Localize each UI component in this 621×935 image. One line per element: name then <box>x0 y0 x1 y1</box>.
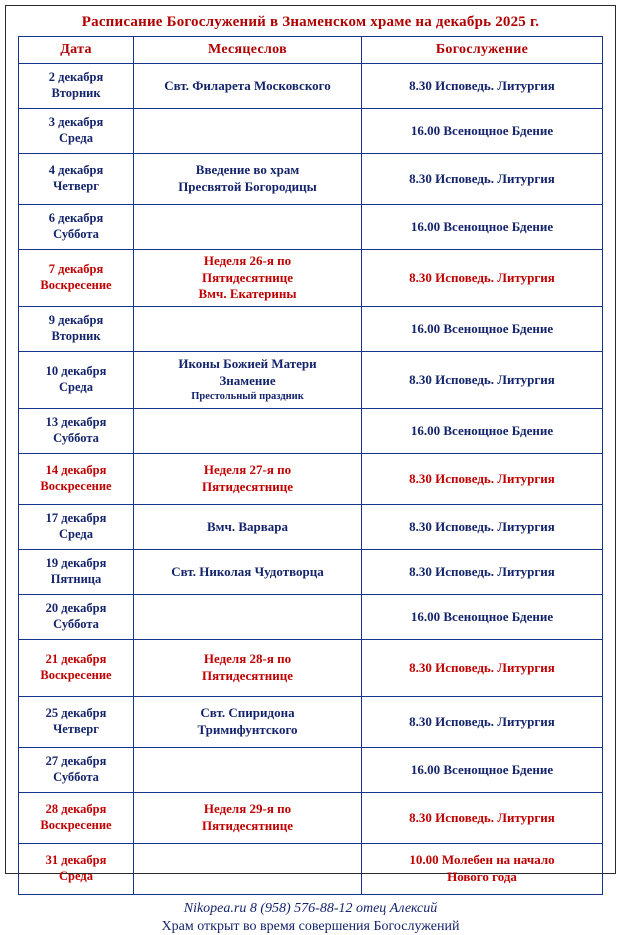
service-line: 16.00 Всенощное Бдение <box>410 320 554 336</box>
cell-menologion <box>134 64 362 109</box>
cell-menologion <box>134 250 362 307</box>
cell-date <box>19 307 134 352</box>
cell-date <box>19 793 134 844</box>
service-line: 16.00 Всенощное Бдение <box>410 422 554 438</box>
cell-service <box>362 595 603 640</box>
service-line: 8.30 Исповедь. Литургия <box>409 371 555 387</box>
date-day: 27 декабря <box>45 754 107 769</box>
cell-menologion <box>134 205 362 250</box>
cell-service <box>362 409 603 454</box>
date-day: 6 декабря <box>48 211 104 226</box>
table-row <box>19 64 603 109</box>
service-line: 8.30 Исповедь. Литургия <box>409 269 555 285</box>
cell-service <box>362 250 603 307</box>
cell-menologion <box>134 307 362 352</box>
date-day: 4 декабря <box>48 163 104 178</box>
cell-service <box>362 205 603 250</box>
menologion-line: Неделя 28-я по <box>203 651 292 667</box>
cell-service <box>362 505 603 550</box>
table-row <box>19 748 603 793</box>
service-line: 8.30 Исповедь. Литургия <box>409 77 555 93</box>
menologion-line: Иконы Божией Матери <box>178 356 317 372</box>
menologion-line: Пятидесятнице <box>202 668 293 683</box>
table-row <box>19 109 603 154</box>
service-line: 16.00 Всенощное Бдение <box>410 218 554 234</box>
date-weekday: Среда <box>59 131 93 145</box>
cell-date <box>19 748 134 793</box>
cell-menologion <box>134 409 362 454</box>
date-day: 2 декабря <box>48 70 104 85</box>
date-weekday: Суббота <box>53 431 99 445</box>
menologion-line: Неделя 26-я по <box>203 252 292 268</box>
footer-contact: Nikopea.ru 8 (958) 576-88-12 отец Алексий <box>183 901 438 916</box>
date-weekday: Суббота <box>53 770 99 784</box>
date-day: 25 декабря <box>45 706 107 721</box>
cell-date <box>19 154 134 205</box>
menologion-line: Вмч. Варвара <box>206 518 288 534</box>
date-day: 14 декабря <box>45 463 107 478</box>
cell-menologion <box>134 748 362 793</box>
cell-date <box>19 505 134 550</box>
date-weekday: Среда <box>59 527 93 541</box>
menologion-note: Престольный праздник <box>191 391 304 403</box>
date-day: 13 декабря <box>45 415 107 430</box>
cell-date <box>19 109 134 154</box>
table-row <box>19 697 603 748</box>
table-row <box>19 793 603 844</box>
menologion-line: Тримифунтского <box>197 722 298 737</box>
cell-service <box>362 154 603 205</box>
date-day: 31 декабря <box>45 853 107 868</box>
service-line: 16.00 Всенощное Бдение <box>410 608 554 624</box>
date-day: 7 декабря <box>48 262 104 277</box>
cell-menologion <box>134 505 362 550</box>
menologion-line: Введение во храм <box>195 162 300 178</box>
cell-date <box>19 454 134 505</box>
date-weekday: Воскресение <box>40 818 112 832</box>
column-header-menologion: Месяцеслов <box>134 37 362 64</box>
menologion-line: Пятидесятнице <box>202 479 293 494</box>
service-line: 8.30 Исповедь. Литургия <box>409 518 555 534</box>
cell-menologion <box>134 640 362 697</box>
cell-menologion <box>134 352 362 409</box>
date-weekday: Четверг <box>53 722 99 736</box>
table-row <box>19 250 603 307</box>
cell-service <box>362 748 603 793</box>
cell-service <box>362 640 603 697</box>
footer-note: Храм открыт во время совершения Богослужений <box>161 919 460 934</box>
service-line: 16.00 Всенощное Бдение <box>410 761 554 777</box>
table-row <box>19 595 603 640</box>
cell-service <box>362 793 603 844</box>
table-row <box>19 307 603 352</box>
table-row <box>19 844 603 895</box>
date-weekday: Пятница <box>50 572 102 586</box>
cell-menologion <box>134 109 362 154</box>
cell-menologion <box>134 844 362 895</box>
menologion-line: Свт. Николая Чудотворца <box>171 563 324 579</box>
service-line: 8.30 Исповедь. Литургия <box>409 713 555 729</box>
date-day: 17 декабря <box>45 511 107 526</box>
date-weekday: Четверг <box>53 179 99 193</box>
date-day: 19 декабря <box>45 556 107 571</box>
cell-date <box>19 205 134 250</box>
cell-date <box>19 550 134 595</box>
menologion-line: Пресвятой Богородицы <box>178 179 317 194</box>
cell-menologion <box>134 595 362 640</box>
cell-date <box>19 250 134 307</box>
service-line: 8.30 Исповедь. Литургия <box>409 659 555 675</box>
menologion-line: Знамение <box>219 373 276 389</box>
date-weekday: Воскресение <box>40 479 112 493</box>
column-header-service: Богослужение <box>362 37 603 64</box>
cell-service <box>362 109 603 154</box>
cell-menologion <box>134 697 362 748</box>
menologion-line: Неделя 27-я по <box>203 462 292 478</box>
table-row <box>19 154 603 205</box>
cell-date <box>19 640 134 697</box>
table-row <box>19 550 603 595</box>
cell-service <box>362 550 603 595</box>
cell-date <box>19 409 134 454</box>
cell-service <box>362 844 603 895</box>
service-line: 10.00 Молебен на начало <box>409 852 555 868</box>
service-line: Нового года <box>447 869 517 884</box>
date-weekday: Среда <box>59 380 93 394</box>
cell-date <box>19 844 134 895</box>
cell-menologion <box>134 454 362 505</box>
date-day: 3 декабря <box>48 115 104 130</box>
service-line: 8.30 Исповедь. Литургия <box>409 563 555 579</box>
table-row <box>19 205 603 250</box>
menologion-line: Пятидесятнице <box>202 269 293 285</box>
cell-menologion <box>134 550 362 595</box>
cell-date <box>19 64 134 109</box>
schedule-table <box>18 36 603 895</box>
cell-date <box>19 595 134 640</box>
date-weekday: Воскресение <box>40 278 112 292</box>
table-header <box>19 37 603 64</box>
column-header-date: Дата <box>19 37 134 64</box>
table-row <box>19 352 603 409</box>
cell-service <box>362 697 603 748</box>
date-weekday: Вторник <box>51 329 101 343</box>
table-row <box>19 505 603 550</box>
table-row <box>19 409 603 454</box>
cell-menologion <box>134 793 362 844</box>
cell-service <box>362 454 603 505</box>
date-day: 21 декабря <box>45 652 107 667</box>
date-weekday: Среда <box>59 869 93 883</box>
date-day: 28 декабря <box>45 802 107 817</box>
menologion-line: Неделя 29-я по <box>203 801 292 817</box>
date-day: 9 декабря <box>48 313 104 328</box>
date-day: 10 декабря <box>45 364 107 379</box>
date-weekday: Воскресение <box>40 668 112 682</box>
table-header-row <box>19 37 603 64</box>
cell-service <box>362 64 603 109</box>
table-row <box>19 640 603 697</box>
menologion-line: Вмч. Екатерины <box>198 286 297 302</box>
service-line: 8.30 Исповедь. Литургия <box>409 470 555 486</box>
cell-service <box>362 352 603 409</box>
date-weekday: Суббота <box>53 227 99 241</box>
service-line: 16.00 Всенощное Бдение <box>410 122 554 138</box>
table-row <box>19 454 603 505</box>
date-weekday: Суббота <box>53 617 99 631</box>
menologion-line: Свт. Филарета Московского <box>164 77 331 93</box>
table-body <box>19 64 603 895</box>
cell-menologion <box>134 154 362 205</box>
service-line: 8.30 Исповедь. Литургия <box>409 170 555 186</box>
service-line: 8.30 Исповедь. Литургия <box>409 809 555 825</box>
menologion-line: Пятидесятнице <box>202 818 293 833</box>
date-weekday: Вторник <box>51 86 101 100</box>
menologion-line: Свт. Спиридона <box>200 705 295 721</box>
footer <box>19 901 603 935</box>
page-title: Расписание Богослужений в Знаменском храме на декабрь 2025 г. <box>81 14 540 30</box>
date-day: 20 декабря <box>45 601 107 616</box>
cell-date <box>19 352 134 409</box>
cell-date <box>19 697 134 748</box>
cell-service <box>362 307 603 352</box>
